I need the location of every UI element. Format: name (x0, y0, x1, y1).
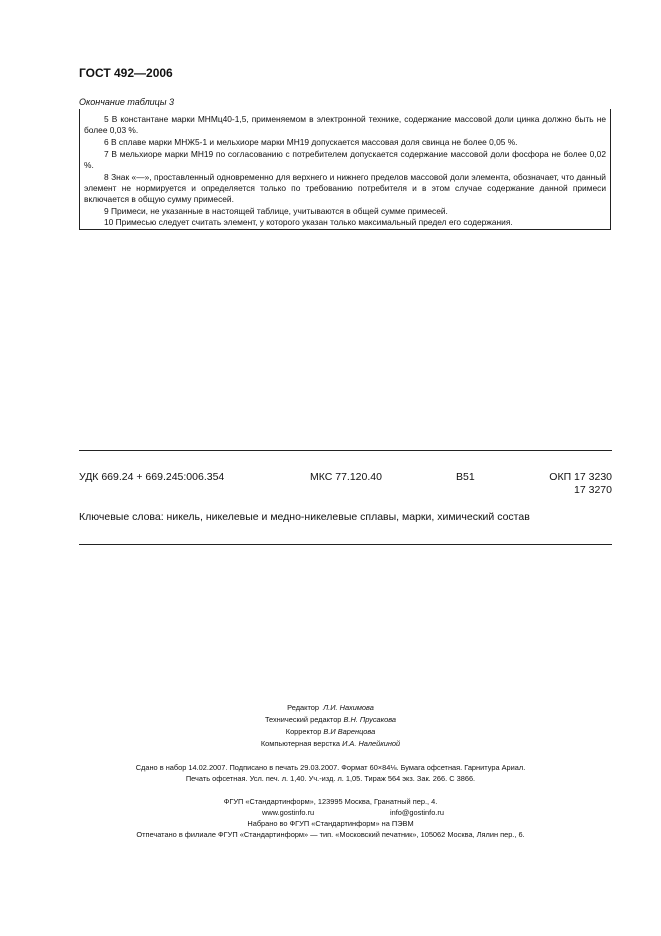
mks-code: МКС 77.120.40 (310, 471, 382, 483)
credit-role: Технический редактор (264, 715, 342, 724)
okp-code-2: 17 3270 (574, 484, 612, 496)
publisher-address: ФГУП «Стандартинформ», 123995 Москва, Гранатный пер., 4. (223, 797, 438, 806)
typeset-info: Набрано во ФГУП «Стандартинформ» на ПЭВМ (247, 819, 414, 828)
credit-name: И.А. Налейкиной (342, 739, 401, 748)
credit-name: В.Н. Прусакова (343, 715, 397, 724)
printed-info: Отпечатано в филиале ФГУП «Стандартинформ» — тип. «Московский печатник», 105062 Москва, Лялин пер., 6. (136, 830, 525, 839)
credit-layout (0, 739, 661, 748)
note-5: 5 В константане марки МНМц40-1,5, применяемом в электронной технике, содержание массовой доли цинка должно быть не более 0,03 %. (84, 114, 606, 135)
credit-name: Л.И. Нахимова (323, 703, 374, 712)
divider-bottom (79, 544, 612, 545)
credit-proofreader (0, 727, 661, 736)
divider-top (79, 450, 612, 451)
credit-name: В.И Варенцова (323, 727, 376, 736)
credit-editor (0, 703, 661, 712)
publisher-email: info@gostinfo.ru (390, 808, 444, 817)
note-10: 10 Примесью следует считать элемент, у которого указан только максимальный предел его содержания. (104, 217, 513, 227)
table-notes (79, 109, 611, 230)
note-9: 9 Примеси, не указанные в настоящей таблице, учитываются в общей сумме примесей. (104, 206, 448, 216)
keywords: Ключевые слова: никель, никелевые и медно-никелевые сплавы, марки, химический состав (79, 511, 530, 523)
note-6: 6 В сплаве марки МНЖ5-1 и мельхиоре марки МН19 допускается массовая доля свинца не более 0,05 %. (104, 137, 518, 147)
table-continuation-label: Окончание таблицы 3 (79, 97, 174, 107)
credit-role: Компьютерная верстка (260, 739, 341, 748)
udk-code: УДК 669.24 + 669.245:006.354 (79, 471, 225, 483)
standard-number: ГОСТ 492—2006 (79, 66, 173, 80)
publisher-website: www.gostinfo.ru (262, 808, 315, 817)
print-info-line1: Сдано в набор 14.02.2007. Подписано в печать 29.03.2007. Формат 60×84⅛. Бумага офсетная. Гарнитура Ариал. (135, 763, 526, 772)
note-7: 7 В мельхиоре марки МН19 по согласованию с потребителем допускается содержание массовой доли фосфора не более 0,02 %. (84, 149, 606, 170)
note-8: 8 Знак «—», проставленный одновременно для верхнего и нижнего пределов массовой доли элемента, обозначает, что данный элемент не нормируется и определяется только по требованию потребителя и в этом случае содержание данной примеси включается в общую сумму примесей. (84, 172, 606, 204)
credit-role: Редактор (287, 703, 319, 712)
credit-role: Корректор (285, 727, 322, 736)
category-code: В51 (456, 471, 475, 483)
okp-code-1: ОКП 17 3230 (549, 471, 612, 483)
print-info-line2: Печать офсетная. Усл. печ. л. 1,40. Уч.-изд. л. 1,05. Тираж 564 экз. Зак. 266. С 3866. (185, 774, 476, 783)
credit-tech-editor (0, 715, 661, 724)
